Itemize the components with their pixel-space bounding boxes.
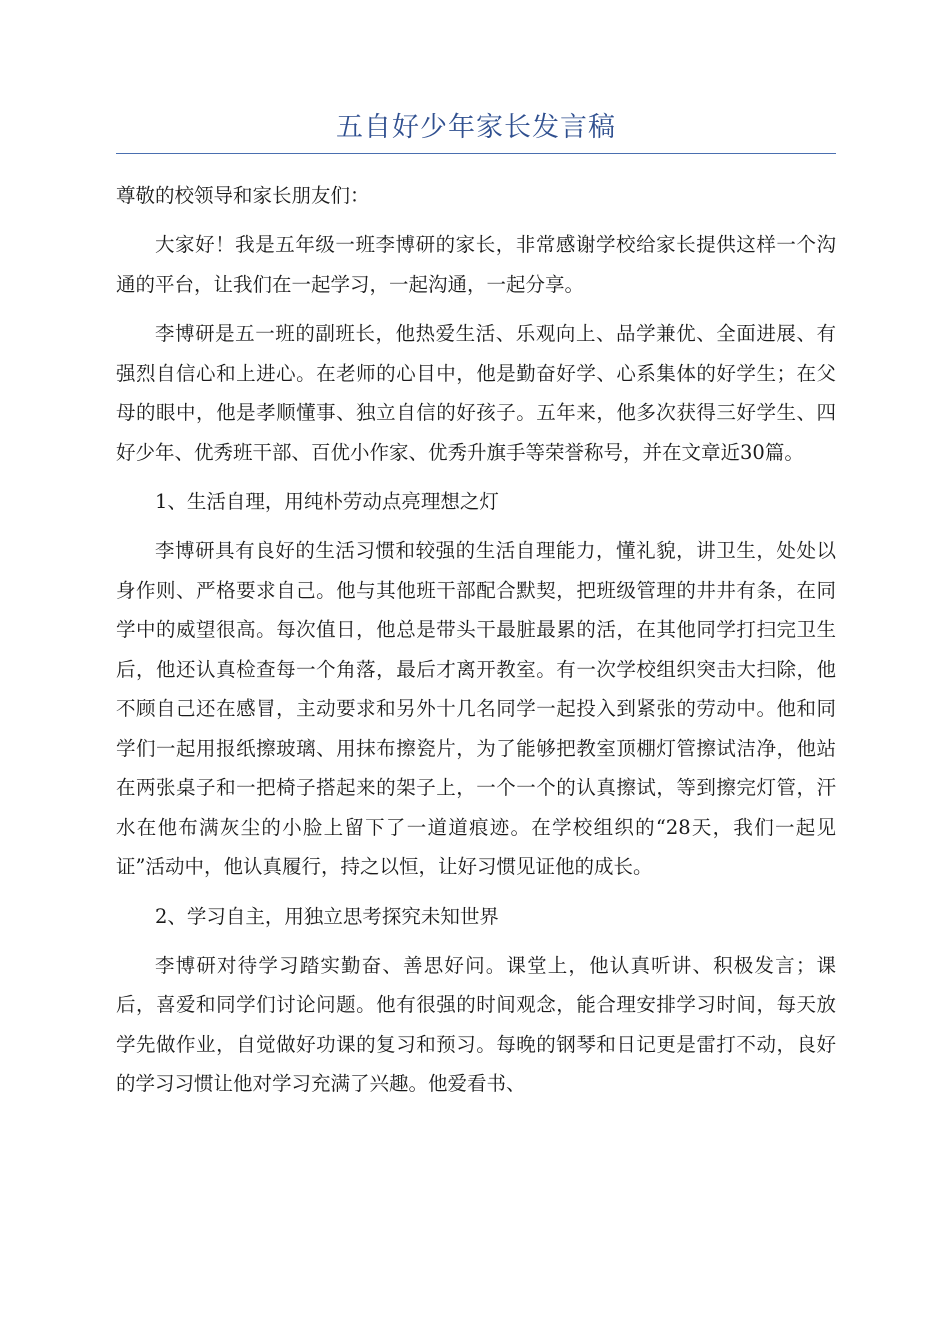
section-heading-study: 2、学习自主，用独立思考探究未知世界 [155, 904, 499, 928]
document-title: 五自好少年家长发言稿 [336, 112, 616, 143]
salutation: 尊敬的校领导和家长朋友们： [116, 184, 370, 207]
paragraph-introduction: 李博研是五一班的副班长，他热爱生活、乐观向上、品学兼优、全面进展、有强烈自信心和上进心。在老师的心目中，他是勤奋好学、心系集体的好学生；在父母的眼中，他是孝顺懂事、独立自信的好孩子。五年来，他多次获得三好学生、四好少年、优秀班干部、百优小作家、优秀升旗手等荣誉称号，并在文章近30篇。 [116, 322, 836, 464]
paragraph-greeting: 大家好！我是五年级一班李博研的家长，非常感谢学校给家长提供这样一个沟通的平台，让我们在一起学习，一起沟通，一起分享。 [116, 233, 836, 296]
paragraph-study: 李博研对待学习踏实勤奋、善思好问。课堂上，他认真听讲、积极发言；课后，喜爱和同学们讨论问题。他有很强的时间观念，能合理安排学习时间，每天放学先做作业，自觉做好功课的复习和预习。每晚的钢琴和日记更是雷打不动，良好的学习习惯让他对学习充满了兴趣。他爱看书、 [116, 953, 836, 1095]
document-page [116, 108, 836, 1104]
paragraph-life: 李博研具有良好的生活习惯和较强的生活自理能力，懂礼貌，讲卫生，处处以身作则、严格要求自己。他与其他班干部配合默契，把班级管理的井井有条，在同学中的威望很高。每次值日，他总是带头干最脏最累的活，在其他同学打扫完卫生后，他还认真检查每一个角落，最后才离开教室。有一次学校组织突击大扫除，他不顾自己还在感冒，主动要求和另外十几名同学一起投入到紧张的劳动中。他和同学们一起用报纸擦玻璃、用抹布擦瓷片，为了能够把教室顶棚灯管擦试洁净，他站在两张桌子和一把椅子搭起来的架子上，一个一个的认真擦试，等到擦完灯管，汗水在他布满灰尘的小脸上留下了一道道痕迹。在学校组织的“28天，我们一起见证”活动中，他认真履行，持之以恒，让好习惯见证他的成长。 [116, 539, 836, 878]
section-heading-life: 1、生活自理，用纯朴劳动点亮理想之灯 [155, 490, 499, 513]
title-underline [116, 153, 836, 154]
